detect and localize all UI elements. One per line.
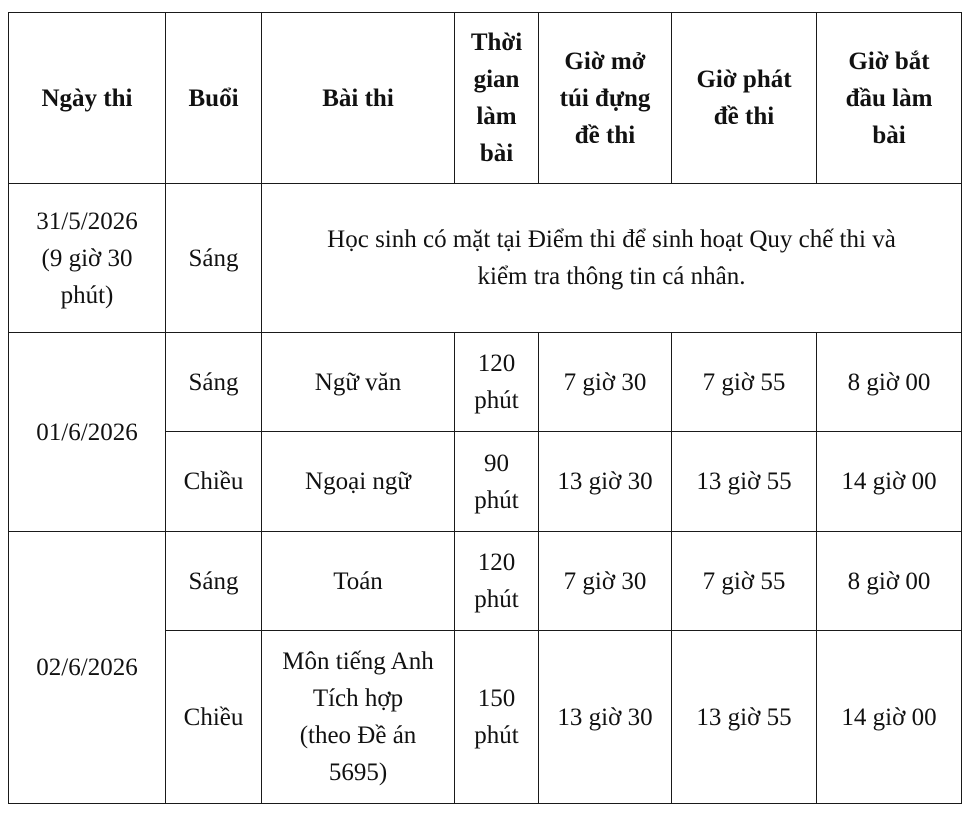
session-cell: Sáng [166, 532, 262, 631]
duration-cell: 150 phút [455, 631, 539, 804]
exam-subject-cell: Môn tiếng Anh Tích hợp (theo Đề án 5695) [262, 631, 455, 804]
exam-schedule-document [8, 12, 962, 804]
distribute-time-cell: 7 giờ 55 [672, 333, 817, 432]
table-row [9, 184, 962, 333]
distribute-time-cell: 13 giờ 55 [672, 432, 817, 532]
header-duration: Thời gian làm bài [455, 13, 539, 184]
table-header-row [9, 13, 962, 184]
header-start-time: Giờ bắt đầu làm bài [817, 13, 962, 184]
duration-cell: 90 phút [455, 432, 539, 532]
duration-cell: 120 phút [455, 333, 539, 432]
distribute-time-cell: 7 giờ 55 [672, 532, 817, 631]
duration-cell: 120 phút [455, 532, 539, 631]
start-time-cell: 14 giờ 00 [817, 432, 962, 532]
distribute-time-cell: 13 giờ 55 [672, 631, 817, 804]
exam-subject-cell: Toán [262, 532, 455, 631]
open-envelope-time-cell: 13 giờ 30 [539, 432, 672, 532]
session-cell: Chiều [166, 631, 262, 804]
header-exam-date: Ngày thi [9, 13, 166, 184]
start-time-cell: 8 giờ 00 [817, 532, 962, 631]
orientation-note-cell: Học sinh có mặt tại Điểm thi để sinh hoạt Quy chế thi và kiểm tra thông tin cá nhân. [262, 184, 962, 333]
exam-subject-cell: Ngữ văn [262, 333, 455, 432]
table-row [9, 532, 962, 631]
exam-date-cell: 01/6/2026 [9, 333, 166, 532]
header-open-envelope-time: Giờ mở túi đựng đề thi [539, 13, 672, 184]
session-cell: Sáng [166, 184, 262, 333]
header-distribute-time: Giờ phát đề thi [672, 13, 817, 184]
exam-date-cell: 02/6/2026 [9, 532, 166, 804]
session-cell: Chiều [166, 432, 262, 532]
open-envelope-time-cell: 7 giờ 30 [539, 532, 672, 631]
header-session: Buổi [166, 13, 262, 184]
header-exam-subject: Bài thi [262, 13, 455, 184]
table-row [9, 333, 962, 432]
session-cell: Sáng [166, 333, 262, 432]
exam-date-cell: 31/5/2026 (9 giờ 30 phút) [9, 184, 166, 333]
open-envelope-time-cell: 7 giờ 30 [539, 333, 672, 432]
start-time-cell: 14 giờ 00 [817, 631, 962, 804]
open-envelope-time-cell: 13 giờ 30 [539, 631, 672, 804]
exam-schedule-table [8, 12, 962, 804]
start-time-cell: 8 giờ 00 [817, 333, 962, 432]
exam-subject-cell: Ngoại ngữ [262, 432, 455, 532]
